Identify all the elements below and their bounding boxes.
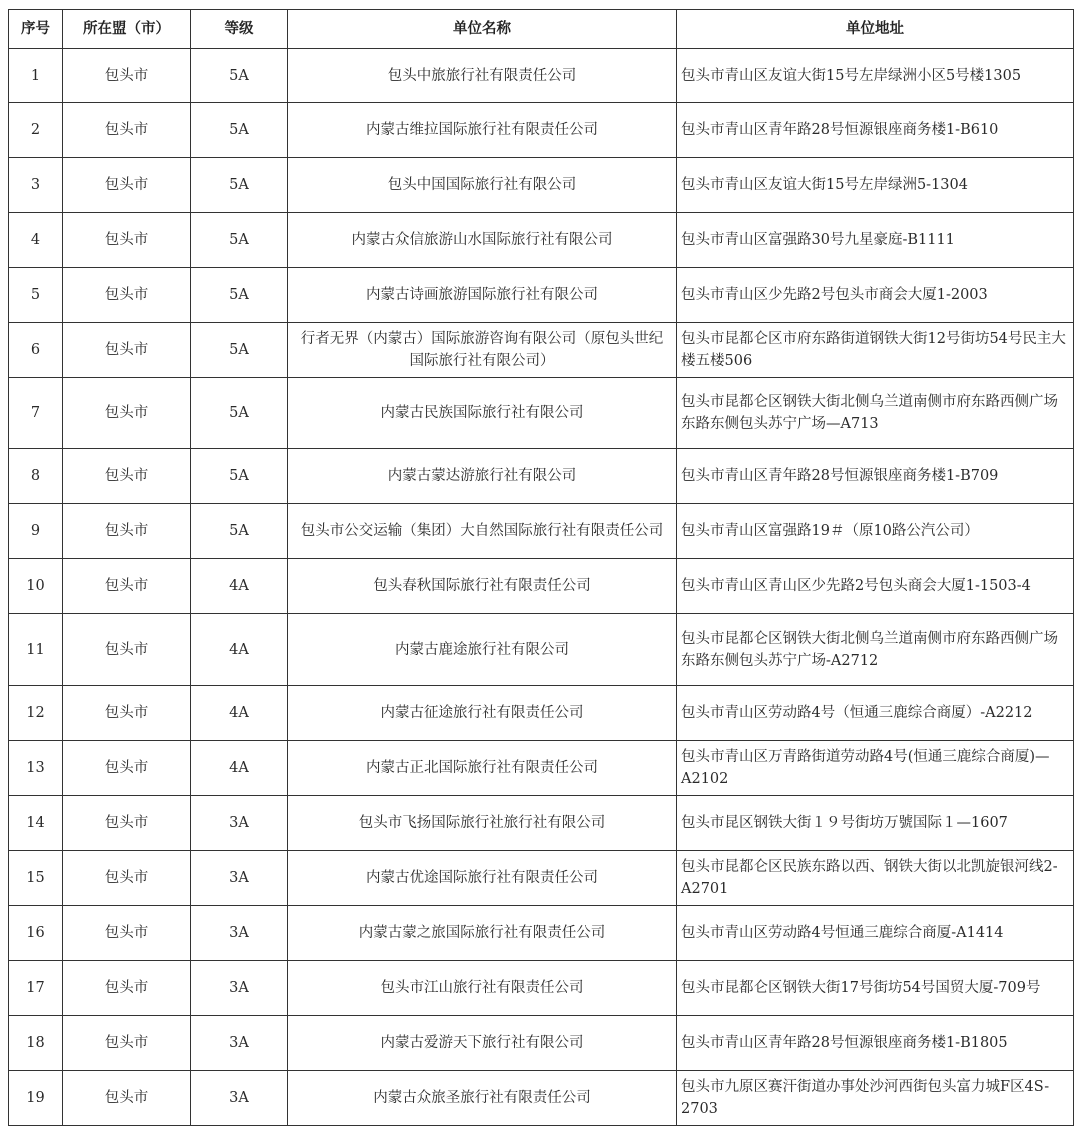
cell-city: 包头市 bbox=[63, 686, 191, 741]
cell-address: 包头市昆都仑区钢铁大街北侧乌兰道南侧市府东路西侧广场东路东侧包头苏宁广场-A2712 bbox=[677, 614, 1074, 686]
cell-grade: 5A bbox=[191, 323, 288, 378]
header-index: 序号 bbox=[9, 10, 63, 49]
cell-index: 14 bbox=[9, 796, 63, 851]
cell-grade: 5A bbox=[191, 378, 288, 449]
cell-address: 包头市青山区劳动路4号恒通三鹿综合商厦-A1414 bbox=[677, 906, 1074, 961]
travel-agency-table bbox=[8, 9, 1074, 1126]
cell-name: 包头市江山旅行社有限责任公司 bbox=[288, 961, 677, 1016]
cell-index: 17 bbox=[9, 961, 63, 1016]
table-row bbox=[9, 49, 1074, 103]
cell-index: 1 bbox=[9, 49, 63, 103]
cell-address: 包头市青山区少先路2号包头市商会大厦1-2003 bbox=[677, 268, 1074, 323]
header-address: 单位地址 bbox=[677, 10, 1074, 49]
table-row bbox=[9, 614, 1074, 686]
cell-address: 包头市昆都仑区钢铁大街17号街坊54号国贸大厦-709号 bbox=[677, 961, 1074, 1016]
cell-address: 包头市青山区青年路28号恒源银座商务楼1-B610 bbox=[677, 103, 1074, 158]
header-city: 所在盟（市） bbox=[63, 10, 191, 49]
cell-address: 包头市青山区青山区少先路2号包头商会大厦1-1503-4 bbox=[677, 559, 1074, 614]
cell-index: 4 bbox=[9, 213, 63, 268]
cell-index: 15 bbox=[9, 851, 63, 906]
table-row bbox=[9, 906, 1074, 961]
cell-grade: 3A bbox=[191, 961, 288, 1016]
cell-city: 包头市 bbox=[63, 906, 191, 961]
cell-index: 2 bbox=[9, 103, 63, 158]
cell-address: 包头市昆区钢铁大街１９号街坊万號国际１—1607 bbox=[677, 796, 1074, 851]
cell-name: 包头中国国际旅行社有限公司 bbox=[288, 158, 677, 213]
cell-city: 包头市 bbox=[63, 213, 191, 268]
cell-name: 内蒙古征途旅行社有限责任公司 bbox=[288, 686, 677, 741]
cell-city: 包头市 bbox=[63, 378, 191, 449]
cell-city: 包头市 bbox=[63, 158, 191, 213]
table-row bbox=[9, 961, 1074, 1016]
cell-index: 3 bbox=[9, 158, 63, 213]
cell-name: 包头市飞扬国际旅行社旅行社有限公司 bbox=[288, 796, 677, 851]
cell-address: 包头市昆都仑区钢铁大街北侧乌兰道南侧市府东路西侧广场东路东侧包头苏宁广场—A713 bbox=[677, 378, 1074, 449]
table-body bbox=[9, 49, 1074, 1126]
cell-name: 内蒙古民族国际旅行社有限公司 bbox=[288, 378, 677, 449]
cell-name: 行者无界（内蒙古）国际旅游咨询有限公司（原包头世纪国际旅行社有限公司） bbox=[288, 323, 677, 378]
cell-city: 包头市 bbox=[63, 614, 191, 686]
cell-index: 19 bbox=[9, 1071, 63, 1126]
cell-city: 包头市 bbox=[63, 851, 191, 906]
cell-index: 5 bbox=[9, 268, 63, 323]
cell-index: 18 bbox=[9, 1016, 63, 1071]
cell-name: 包头市公交运输（集团）大自然国际旅行社有限责任公司 bbox=[288, 504, 677, 559]
cell-grade: 3A bbox=[191, 1071, 288, 1126]
cell-name: 内蒙古爱游天下旅行社有限公司 bbox=[288, 1016, 677, 1071]
cell-grade: 5A bbox=[191, 103, 288, 158]
cell-name: 包头春秋国际旅行社有限责任公司 bbox=[288, 559, 677, 614]
cell-city: 包头市 bbox=[63, 796, 191, 851]
cell-grade: 3A bbox=[191, 1016, 288, 1071]
cell-name: 内蒙古鹿途旅行社有限公司 bbox=[288, 614, 677, 686]
cell-city: 包头市 bbox=[63, 1071, 191, 1126]
table-row bbox=[9, 741, 1074, 796]
cell-address: 包头市青山区青年路28号恒源银座商务楼1-B709 bbox=[677, 449, 1074, 504]
cell-index: 10 bbox=[9, 559, 63, 614]
cell-index: 11 bbox=[9, 614, 63, 686]
table-row bbox=[9, 796, 1074, 851]
cell-grade: 4A bbox=[191, 741, 288, 796]
cell-address: 包头市青山区青年路28号恒源银座商务楼1-B1805 bbox=[677, 1016, 1074, 1071]
header-row bbox=[9, 10, 1074, 49]
cell-index: 6 bbox=[9, 323, 63, 378]
cell-grade: 3A bbox=[191, 906, 288, 961]
cell-name: 内蒙古诗画旅游国际旅行社有限公司 bbox=[288, 268, 677, 323]
table-row bbox=[9, 851, 1074, 906]
table-row bbox=[9, 213, 1074, 268]
cell-city: 包头市 bbox=[63, 49, 191, 103]
cell-city: 包头市 bbox=[63, 504, 191, 559]
cell-index: 8 bbox=[9, 449, 63, 504]
cell-city: 包头市 bbox=[63, 449, 191, 504]
cell-grade: 4A bbox=[191, 559, 288, 614]
cell-grade: 5A bbox=[191, 213, 288, 268]
cell-index: 13 bbox=[9, 741, 63, 796]
cell-address: 包头市昆都仑区市府东路街道钢铁大街12号街坊54号民主大楼五楼506 bbox=[677, 323, 1074, 378]
table-row bbox=[9, 504, 1074, 559]
cell-grade: 5A bbox=[191, 449, 288, 504]
cell-grade: 5A bbox=[191, 504, 288, 559]
cell-grade: 5A bbox=[191, 49, 288, 103]
cell-city: 包头市 bbox=[63, 559, 191, 614]
cell-index: 12 bbox=[9, 686, 63, 741]
cell-index: 16 bbox=[9, 906, 63, 961]
cell-name: 包头中旅旅行社有限责任公司 bbox=[288, 49, 677, 103]
cell-grade: 4A bbox=[191, 614, 288, 686]
table-row bbox=[9, 158, 1074, 213]
cell-city: 包头市 bbox=[63, 268, 191, 323]
table-row bbox=[9, 378, 1074, 449]
table-row bbox=[9, 559, 1074, 614]
header-grade: 等级 bbox=[191, 10, 288, 49]
table-row bbox=[9, 686, 1074, 741]
cell-address: 包头市青山区友谊大街15号左岸绿洲5-1304 bbox=[677, 158, 1074, 213]
cell-address: 包头市青山区万青路街道劳动路4号(恒通三鹿综合商厦)—A2102 bbox=[677, 741, 1074, 796]
cell-index: 9 bbox=[9, 504, 63, 559]
cell-address: 包头市九原区赛汗街道办事处沙河西街包头富力城F区4S-2703 bbox=[677, 1071, 1074, 1126]
cell-city: 包头市 bbox=[63, 961, 191, 1016]
cell-address: 包头市青山区友谊大街15号左岸绿洲小区5号楼1305 bbox=[677, 49, 1074, 103]
cell-grade: 5A bbox=[191, 158, 288, 213]
cell-name: 内蒙古维拉国际旅行社有限责任公司 bbox=[288, 103, 677, 158]
cell-name: 内蒙古优途国际旅行社有限责任公司 bbox=[288, 851, 677, 906]
cell-city: 包头市 bbox=[63, 103, 191, 158]
table-row bbox=[9, 323, 1074, 378]
cell-city: 包头市 bbox=[63, 741, 191, 796]
header-name: 单位名称 bbox=[288, 10, 677, 49]
table-row bbox=[9, 268, 1074, 323]
cell-address: 包头市昆都仑区民族东路以西、钢铁大街以北凯旋银河线2-A2701 bbox=[677, 851, 1074, 906]
cell-name: 内蒙古蒙之旅国际旅行社有限责任公司 bbox=[288, 906, 677, 961]
cell-name: 内蒙古众旅圣旅行社有限责任公司 bbox=[288, 1071, 677, 1126]
cell-name: 内蒙古众信旅游山水国际旅行社有限公司 bbox=[288, 213, 677, 268]
table-row bbox=[9, 1016, 1074, 1071]
cell-name: 内蒙古蒙达游旅行社有限公司 bbox=[288, 449, 677, 504]
table-row bbox=[9, 449, 1074, 504]
cell-index: 7 bbox=[9, 378, 63, 449]
table-row bbox=[9, 103, 1074, 158]
cell-city: 包头市 bbox=[63, 1016, 191, 1071]
cell-grade: 5A bbox=[191, 268, 288, 323]
cell-grade: 3A bbox=[191, 796, 288, 851]
table-row bbox=[9, 1071, 1074, 1126]
cell-address: 包头市青山区富强路30号九星豪庭-B1111 bbox=[677, 213, 1074, 268]
cell-address: 包头市青山区劳动路4号（恒通三鹿综合商厦）-A2212 bbox=[677, 686, 1074, 741]
cell-city: 包头市 bbox=[63, 323, 191, 378]
cell-address: 包头市青山区富强路19＃（原10路公汽公司） bbox=[677, 504, 1074, 559]
cell-grade: 3A bbox=[191, 851, 288, 906]
cell-grade: 4A bbox=[191, 686, 288, 741]
cell-name: 内蒙古正北国际旅行社有限责任公司 bbox=[288, 741, 677, 796]
